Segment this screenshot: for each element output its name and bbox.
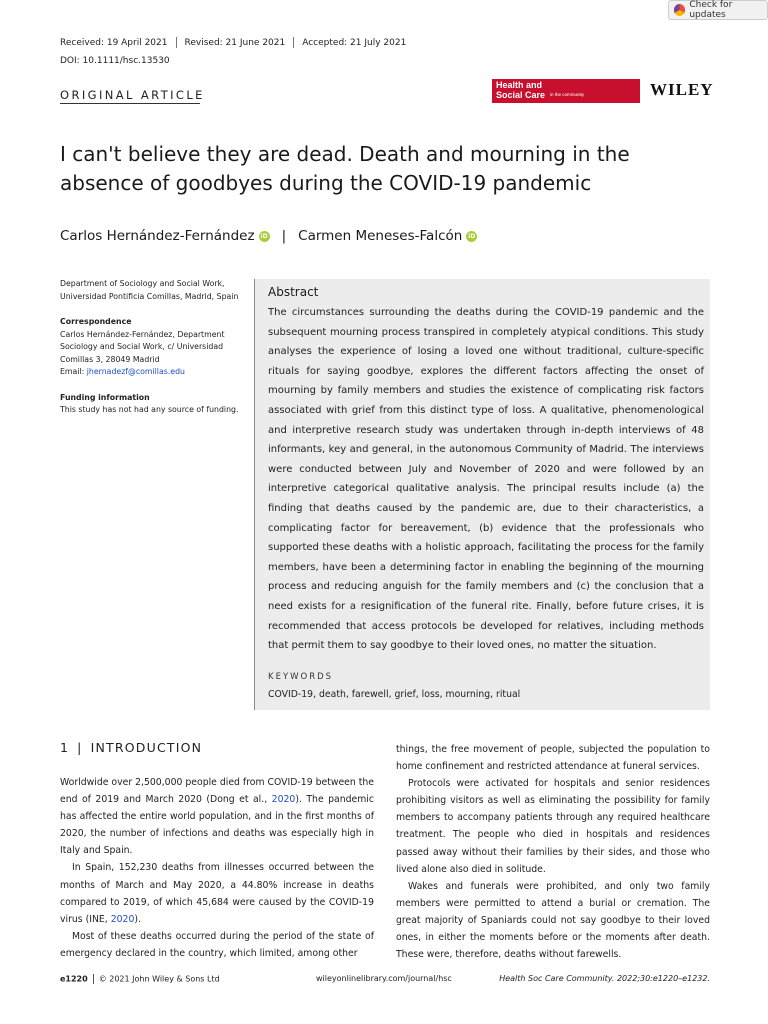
orcid-icon[interactable]: iD xyxy=(468,232,476,240)
check-updates-label: Check for updates xyxy=(689,0,733,20)
body-column-left xyxy=(60,774,374,962)
heading-separator: | xyxy=(77,740,83,755)
citation: Health Soc Care Community. 2022;30:e1220–e1232. xyxy=(499,974,710,983)
funding-heading: Funding information xyxy=(60,392,150,402)
paragraph: things, the free movement of people, subjected the population to home confinement and restricted attendance at funeral services. xyxy=(396,744,710,773)
author-separator: | xyxy=(281,228,287,244)
paragraph: Protocols were activated for hospitals and senior residences prohibiting visitors as well as eliminating the possibility for family members to accompany patients through any required healthcare treatment. The people who died in hospitals and residences passed away without their families by their sides, and those who lived alone also died in solitude. xyxy=(396,778,710,875)
revised-date: Revised: 21 June 2021 xyxy=(184,37,286,48)
article-type: ORIGINAL ARTICLE xyxy=(60,88,205,102)
received-date: Received: 19 April 2021 xyxy=(60,37,168,48)
abstract-heading: Abstract xyxy=(268,285,319,299)
journal-url[interactable]: wileyonlinelibrary.com/journal/hsc xyxy=(316,974,452,983)
author-name[interactable]: Carmen Meneses-Falcón xyxy=(298,228,463,244)
email-link[interactable]: jhernadezf@comillas.edu xyxy=(86,367,185,376)
abstract-text: The circumstances surrounding the deaths during the COVID-19 pandemic and the subsequent mourning process transpired in completely atypical conditions. This study analyses the experience of losing a loved one without traditional, culture-specific rituals for saying goodbye, explores the different factors affecting the onset of mourning by family members and studies the existence of complicating risk factors associated with grief from this distinct type of loss. A qualitative, phenomenological and interpretive research study was undertaken through in-depth interviews of 48 informants, key and general, in the autonomous Community of Madrid. The interviews were conducted between July and November of 2020 and were followed by an interpretive categorical qualitative analysis. The principal results include (a) the finding that deaths caused by the pandemic are, due to their characteristics, a complicating factor for bereavement, (b) evidence that the professionals who supported these deaths with a holistic approach, facilitating the process for the family members, have been a determining factor in enabling the beginning of the mourning process and reducing anguish for the family members and (c) the conclusion that a need exists for a resignification of the funeral rite. Finally, before future crises, it is recommended that access protocols be developed for relatives, including methods that permit them to say goodbye to their loved ones, no matter the situation. xyxy=(268,307,704,652)
doi: DOI: 10.1111/hsc.13530 xyxy=(60,56,170,66)
paragraph-text: Worldwide over 2,500,000 people died from COVID-19 between the end of 2019 and March 2020 (Dong et al., xyxy=(60,777,374,806)
email-line xyxy=(60,366,240,379)
journal-logo-line1: Health and xyxy=(496,80,543,90)
section-title: INTRODUCTION xyxy=(90,740,203,755)
divider xyxy=(60,103,200,104)
divider xyxy=(176,37,177,48)
orcid-icon[interactable]: iD xyxy=(260,232,268,240)
divider xyxy=(93,974,94,984)
publication-dates xyxy=(60,37,406,48)
affiliation: Department of Sociology and Social Work, Universidad Pontificia Comillas, Madrid, Spain xyxy=(60,279,239,301)
check-for-updates-button[interactable] xyxy=(668,0,768,20)
correspondence-text: Carlos Hernández-Fernández, Department Sociology and Social Work, c/ Universidad Comillas 3, 28049 Madrid xyxy=(60,329,225,364)
article-title: I can't believe they are dead. Death and mourning in the absence of goodbyes during the COVID-19 pandemic xyxy=(60,142,630,195)
funding-text: This study has not had any source of funding. xyxy=(60,405,239,414)
accepted-date: Accepted: 21 July 2021 xyxy=(302,37,407,48)
journal-logo-tagline: in the community xyxy=(550,92,585,97)
page-number: e1220 xyxy=(60,974,88,984)
body-column-right xyxy=(396,741,710,963)
divider xyxy=(293,37,294,48)
section-heading xyxy=(60,740,202,755)
journal-logo xyxy=(492,79,640,103)
author-list xyxy=(60,228,477,244)
paragraph-text: ). The pandemic has affected the entire world population, and in the first months of 2020, the number of infections and deaths was especially high in Italy and Spain. xyxy=(60,794,374,857)
paragraph xyxy=(60,859,374,927)
citation-link[interactable]: 2020 xyxy=(110,913,135,925)
paragraph: Wakes and funerals were prohibited, and only two family members were permitted to attend a burial or cremation. The great majority of Spaniards could not say goodbye to their loved ones, in either the moments before or the moments after death. These were, therefore, deaths without farewells. xyxy=(396,880,710,961)
author-name[interactable]: Carlos Hernández-Fernández xyxy=(60,228,255,244)
paragraph-text: ). xyxy=(134,913,141,925)
section-number: 1 xyxy=(60,740,70,755)
paragraph xyxy=(60,774,374,859)
copyright: © 2021 John Wiley & Sons Ltd xyxy=(98,974,220,984)
keywords-heading: KEYWORDS xyxy=(268,672,334,682)
publisher-logo: WILEY xyxy=(650,80,714,99)
email-label: Email: xyxy=(60,367,87,376)
journal-logo-line2: Social Care xyxy=(496,90,546,100)
paragraph: Most of these deaths occurred during the period of the state of emergency declared in the country, which limited, among other xyxy=(60,930,374,959)
paragraph-text: In Spain, 152,230 deaths from illnesses occurred between the months of March and May 2020, a 44.80% increase in deaths compared to 2019, of which 45,684 were caused by the COVID-19 virus (INE, xyxy=(60,862,374,925)
citation-link[interactable]: 2020 xyxy=(271,794,296,806)
correspondence-heading: Correspondence xyxy=(60,317,132,326)
keywords: COVID-19, death, farewell, grief, loss, mourning, ritual xyxy=(268,689,521,700)
article-sidebar xyxy=(60,278,240,417)
crossmark-icon xyxy=(674,4,685,16)
page-footer xyxy=(60,974,710,984)
